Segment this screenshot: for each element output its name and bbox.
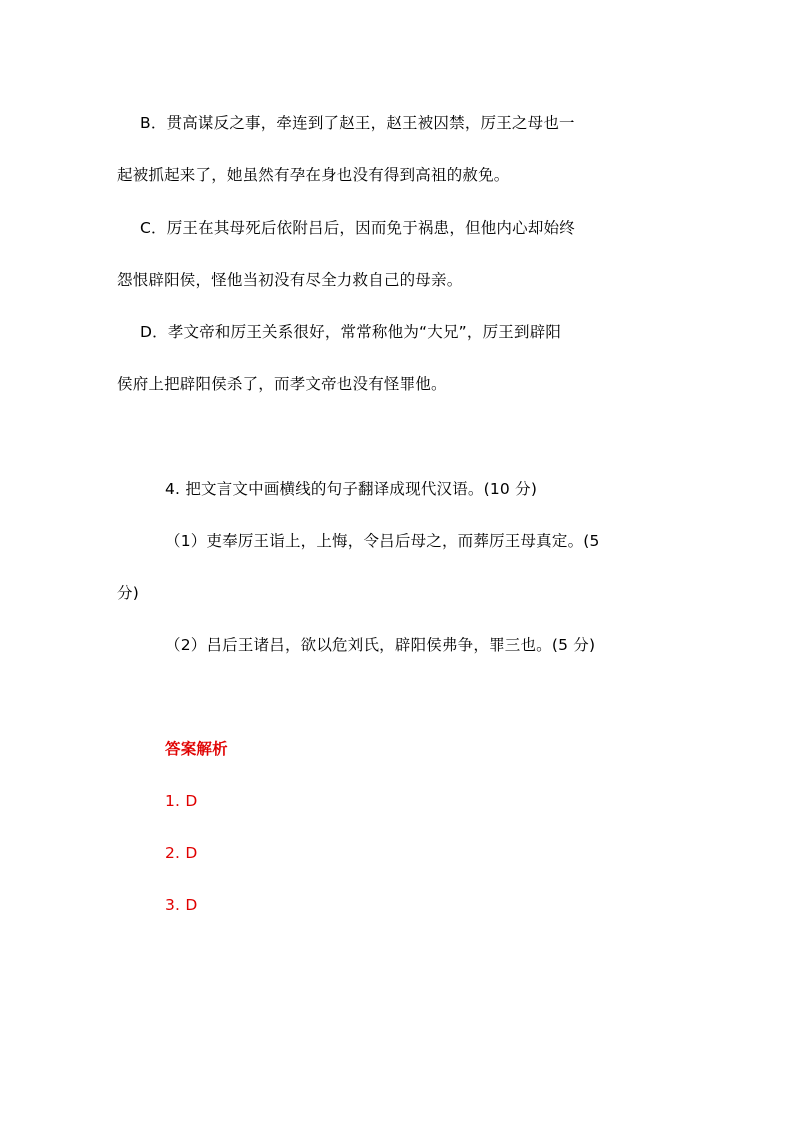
question4-item2: （2）吕后王诸吕，欲以危刘氏，辟阳侯弗争，罪三也。(5 分) <box>165 636 596 654</box>
question4-item1-line2: 分) <box>117 584 139 602</box>
question4-item1-line1: （1）吏奉厉王诣上，上悔，令吕后母之，而葬厉王母真定。(5 <box>165 532 600 550</box>
answer-item: 3. D <box>165 896 198 914</box>
answer-item: 1. D <box>165 792 198 810</box>
question4-title: 4. 把文言文中画横线的句子翻译成现代汉语。(10 分) <box>165 480 538 498</box>
option-d-line2: 侯府上把辟阳侯杀了，而孝文帝也没有怪罪他。 <box>117 375 447 393</box>
answers-title: 答案解析 <box>165 740 228 758</box>
option-b-line1: B．贯高谋反之事，牵连到了赵王，赵王被囚禁，厉王之母也一 <box>140 114 575 132</box>
answer-item: 2. D <box>165 844 198 862</box>
option-c-line1: C．厉王在其母死后依附吕后，因而免于祸患，但他内心却始终 <box>140 219 575 237</box>
option-d-line1: D．孝文帝和厉王关系很好，常常称他为“大兄”，厉王到辟阳 <box>140 323 562 341</box>
option-c-line2: 怨恨辟阳侯，怪他当初没有尽全力救自己的母亲。 <box>117 271 463 289</box>
option-b-line2: 起被抓起来了，她虽然有孕在身也没有得到高祖的赦免。 <box>117 166 510 184</box>
